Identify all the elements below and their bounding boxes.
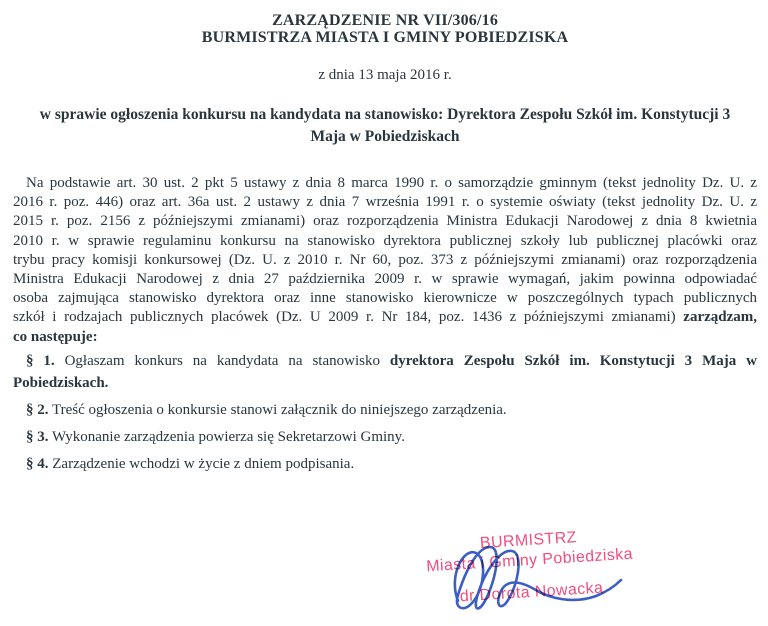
- legal-basis-line-5: trybu pracy komisji konkursowej (Dz. U. z 2010 r. Nr 60, poz. 373 z późniejszymi zmianami) oraz rozporządzenia: [13, 251, 757, 268]
- signature-scribble-icon: [444, 541, 629, 624]
- legal-basis-line-4: 2010 r. w sprawie regulaminu konkursu na stanowisko dyrektora publicznej szkoły lub publicznej placówki oraz: [13, 232, 757, 249]
- document-title-line2: BURMISTRZA MIASTA I GMINY POBIEDZISKA: [201, 29, 569, 46]
- section-1-bold-text: dyrektora Zespołu Szkół im. Konstytucji 3 Maja w: [389, 352, 757, 369]
- legal-basis-line-8-bold: zarządzam,: [683, 309, 758, 326]
- document-subject-line2: Maja w Pobiedziskach: [310, 128, 460, 145]
- document-title-line1: ZARZĄDZENIE NR VII/306/16: [271, 12, 499, 29]
- document-subject: [13, 104, 757, 148]
- legal-basis-closing: co następuje:: [13, 328, 98, 345]
- legal-basis-line-8: [13, 308, 757, 327]
- section-1-line-1: [13, 350, 757, 372]
- handwritten-signature: [444, 541, 629, 624]
- section-2-number: § 2.: [26, 401, 49, 418]
- legal-basis-line-1: Na podstawie art. 30 ust. 2 pkt 5 ustawy z dnia 8 marca 1990 r. o samorządzie gminnym (tekst jednolity Dz. U. z: [26, 175, 757, 191]
- document-subject-line1: w sprawie ogłoszenia konkursu na kandydata na stanowisko: Dyrektora Zespołu Szkół im. Konstytucji 3: [39, 106, 731, 123]
- section-1: [13, 350, 757, 394]
- legal-basis-line-2: 2016 r. poz. 446) oraz art. 36a ust. 2 ustawy z dnia 7 września 1991 r. o systemie oświaty (tekst jednolity Dz. U. z: [13, 194, 757, 211]
- legal-basis-paragraph: [13, 174, 757, 347]
- section-2-text: Treść ogłoszenia o konkursie stanowi załącznik do niniejszego zarządzenia.: [51, 401, 507, 418]
- legal-basis-line-6: Ministra Edukacji Narodowej z dnia 27 października 2009 r. w sprawie wymagań, jakim powinna odpowiadać: [13, 271, 757, 288]
- section-3-number: § 3.: [26, 428, 49, 445]
- section-4: [13, 454, 757, 475]
- document-date: z dnia 13 maja 2016 r.: [318, 67, 452, 83]
- section-2: [13, 400, 757, 421]
- section-1-text: Ogłaszam konkurs na kandydata na stanowisko: [64, 352, 380, 369]
- legal-basis-line-7: osoba zajmująca stanowisko dyrektora oraz inne stanowisko kierownicze w poszczególnych typach publicznych: [13, 290, 757, 307]
- section-1-number: § 1.: [26, 352, 55, 369]
- section-4-text: Zarządzenie wchodzi w życie z dniem podpisania.: [52, 455, 355, 472]
- section-4-number: § 4.: [26, 455, 49, 472]
- stamp-municipality: Miasta i Gminy Pobiedziska: [425, 545, 634, 576]
- legal-basis-line-8-text: szkół i rodzajach publicznych placówek (Dz. U 2009 r. Nr 184, poz. 1436 z późniejszymi zmianami): [13, 309, 676, 326]
- section-3-text: Wykonanie zarządzenia powierza się Sekretarzowi Gminy.: [51, 428, 405, 445]
- section-1-line-2: Pobiedziskach.: [13, 374, 109, 391]
- stamp-signer-name: dr Dorota Nowacka: [459, 579, 604, 606]
- stamp-title: BURMISTRZ: [479, 529, 578, 552]
- section-3: [13, 427, 757, 448]
- legal-basis-line-3: 2015 r. poz. 2156 z późniejszymi zmianami) oraz rozporządzenia Ministra Edukacji Narodowej z dnia 8 kwietnia: [13, 213, 757, 230]
